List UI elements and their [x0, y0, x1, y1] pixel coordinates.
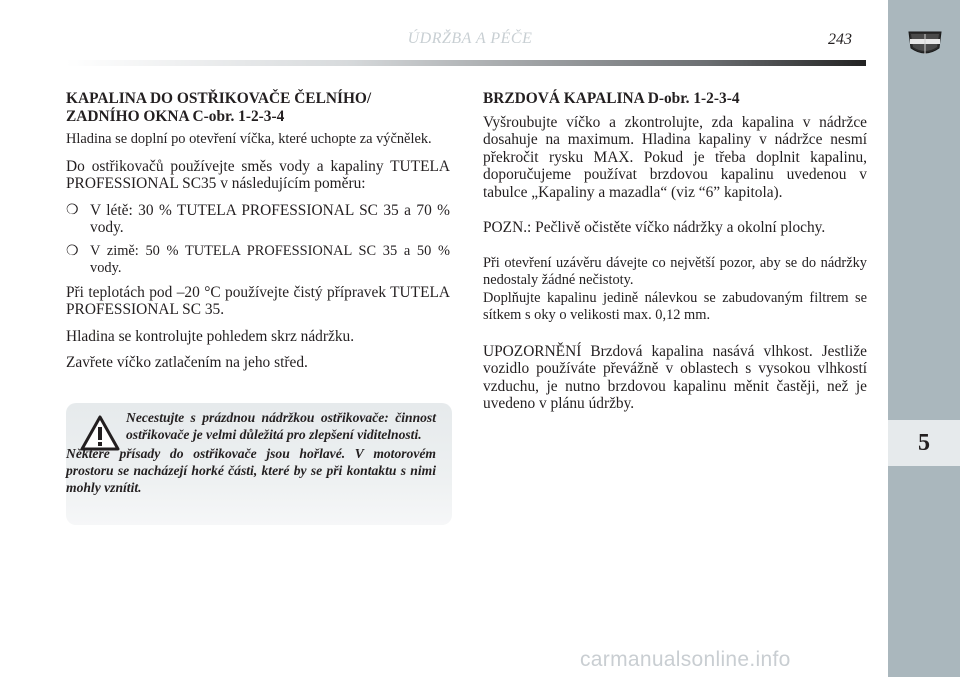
list-item	[66, 202, 450, 237]
watermark-text: carmanualsonline.info	[580, 648, 791, 671]
chapter-sidebar	[888, 0, 960, 677]
list-item-text: V zimě: 50 % TUTELA PROFESSIONAL SC 35 a 50 % vody.	[90, 242, 450, 276]
paragraph: Hladina se kontrolujte pohledem skrz nádržku.	[66, 327, 355, 345]
paragraph: Vyšroubujte víčko a zkontrolujte, zda kapalina v nádržce dosahuje na maximum. Hladina kapaliny v nádržce nesmí překročit rysku MAX. Pokud je třeba doplnit kapalinu, doporučujeme používat brzdovou kapalinu uvedenou v tabulce „Kapaliny a mazadla“ (viz “6” kapitola).	[483, 113, 867, 201]
list-item-text: V létě: 30 % TUTELA PROFESSIONAL SC 35 a 70 % vody.	[90, 201, 450, 236]
right-column	[483, 90, 867, 422]
bullet-circle-icon: ❍	[66, 243, 79, 259]
bullet-circle-icon: ❍	[66, 202, 79, 218]
warning-text	[66, 403, 436, 496]
left-column	[66, 90, 450, 381]
washer-fluid-heading-line2: ZADNÍHO OKNA C-obr. 1-2-3-4	[66, 107, 285, 125]
page-number: 243	[828, 31, 852, 48]
list-item	[66, 243, 450, 278]
warning-text-2: Některé přísady do ostřikovače jsou hořlavé. V motorovém prostoru se nacházejí horké části, které by se při kontaktu s nimi mohly vznítit.	[66, 446, 436, 495]
warning-text-1: Necestujte s prázdnou nádržkou ostřikovače: činnost ostřikovače je velmi důležitá pro zlepšení viditelnosti.	[126, 410, 436, 442]
chapter-tab[interactable]: 5	[888, 420, 960, 466]
lancia-logo-icon	[905, 28, 945, 58]
warning-box	[66, 403, 452, 525]
header-rule	[66, 60, 866, 66]
paragraph: UPOZORNĚNÍ Brzdová kapalina nasává vlhkost. Jestliže vozidlo používáte převážně v oblastech s vysokou vlhkostí vzduchu, je nutno brzdovou kapalinu měnit častěji, než je uvedeno v plánu údržby.	[483, 342, 867, 412]
brake-fluid-heading: BRZDOVÁ KAPALINA D-obr. 1-2-3-4	[483, 90, 740, 107]
paragraph: POZN.: Pečlivě očistěte víčko nádržky a okolní plochy.	[483, 219, 826, 236]
paragraph: Při otevření uzávěru dávejte co největší pozor, aby se do nádržky nedostaly žádné nečistoty.	[483, 254, 867, 288]
washer-fluid-heading-line1: KAPALINA DO OSTŘIKOVAČE ČELNÍHO/	[66, 90, 372, 107]
paragraph: Doplňujte kapalinu jedině nálevkou se zabudovaným filtrem se sítkem s oky o velikosti max. 0,12 mm.	[483, 289, 867, 323]
paragraph: Do ostřikovačů používejte směs vody a kapaliny TUTELA PROFESSIONAL SC35 v následujícím poměru:	[66, 157, 450, 192]
paragraph: Hladina se doplní po otevření víčka, které uchopte za výčnělek.	[66, 131, 432, 147]
paragraph: Zavřete víčko zatlačením na jeho střed.	[66, 354, 308, 371]
paragraph: Při teplotách pod –20 °C používejte čistý přípravek TUTELA PROFESSIONAL SC 35.	[66, 283, 450, 318]
washer-fluid-heading	[66, 90, 450, 125]
running-header-title: ÚDRŽBA A PÉČE	[407, 30, 533, 47]
